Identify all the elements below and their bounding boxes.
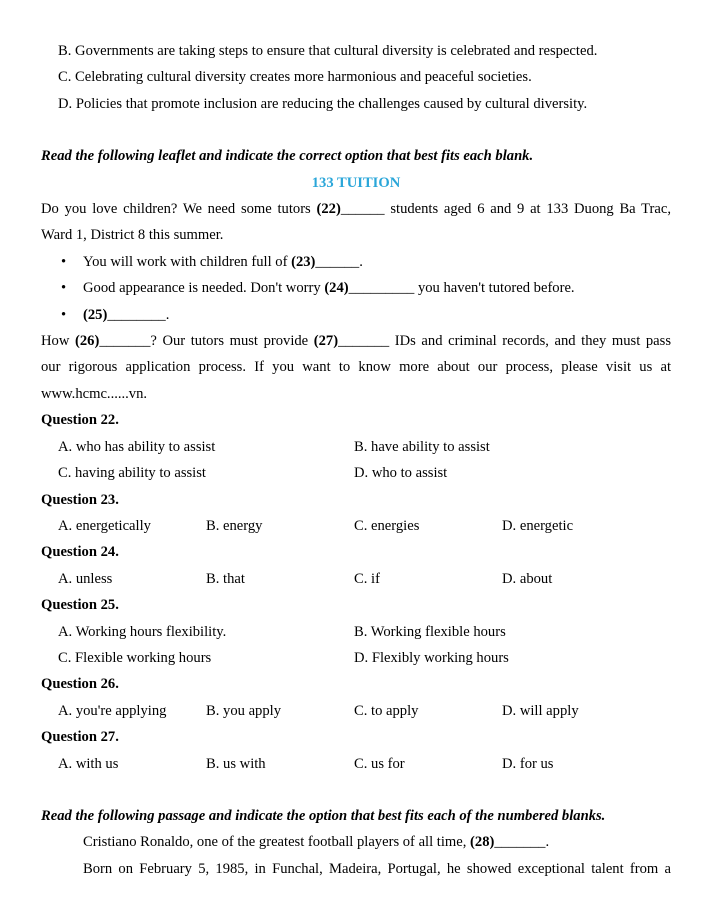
question-22-option-a[interactable]: A. who has ability to assist <box>58 438 216 455</box>
question-24-option-d[interactable]: D. about <box>502 570 553 587</box>
text: You will work with children full of <box>83 253 292 270</box>
leaflet-bullets <box>41 249 671 328</box>
passage-line-2: Born on February 5, 1985, in Funchal, Madeira, Portugal, he showed exceptional talent from a <box>83 860 671 877</box>
question-25-option-d[interactable]: D. Flexibly working hours <box>354 649 509 666</box>
question-26-option-d[interactable]: D. will apply <box>502 702 579 719</box>
text: How <box>41 333 75 350</box>
leaflet-paragraph-2-line-2: our rigorous application process. If you want to know more about our process, please visit us at <box>41 359 671 376</box>
bullet-item <box>41 302 671 328</box>
leaflet-title: 133 TUITION <box>311 174 401 191</box>
question-24-option-a[interactable]: A. unless <box>58 570 113 587</box>
question-25-option-c[interactable]: C. Flexible working hours <box>58 649 212 666</box>
question-27-label: Question 27. <box>41 729 119 746</box>
question-26-options <box>41 698 671 724</box>
option-c[interactable]: C. Celebrating cultural diversity creates more harmonious and peaceful societies. <box>58 69 532 86</box>
text: _________ you haven't tutored before. <box>348 280 575 297</box>
question-27-option-b[interactable]: B. us with <box>206 755 266 772</box>
leaflet-paragraph-1 <box>41 196 671 222</box>
question-24-label: Question 24. <box>41 544 119 561</box>
passage-line-1 <box>41 829 671 855</box>
blank-24-number: (24) <box>324 280 349 297</box>
blank-27-number: (27) <box>313 333 339 350</box>
question-23-label: Question 23. <box>41 491 119 508</box>
question-23-options <box>41 513 671 539</box>
question-26-option-a[interactable]: A. you're applying <box>58 702 167 719</box>
text: _______? Our tutors must provide <box>99 333 314 350</box>
question-23-option-d[interactable]: D. energetic <box>502 517 574 534</box>
question-26-label: Question 26. <box>41 676 119 693</box>
leaflet-paragraph-2-line-3: www.hcmc......vn. <box>41 385 148 402</box>
question-22-options-row-2 <box>41 460 671 486</box>
document-page <box>41 38 671 882</box>
leaflet-paragraph-2 <box>41 328 671 354</box>
question-22-label: Question 22. <box>41 412 119 429</box>
question-23-option-c[interactable]: C. energies <box>354 517 420 534</box>
text: Cristiano Ronaldo, one of the greatest football players of all time, <box>83 834 471 851</box>
option-d[interactable]: D. Policies that promote inclusion are reducing the challenges caused by cultural diversity. <box>58 95 588 112</box>
question-26-option-b[interactable]: B. you apply <box>206 702 281 719</box>
leaflet-paragraph-1-cont: Ward 1, District 8 this summer. <box>41 227 224 244</box>
text: ______. <box>315 253 363 270</box>
question-26-option-c[interactable]: C. to apply <box>354 702 419 719</box>
question-25-label: Question 25. <box>41 597 119 614</box>
passage-instruction: Read the following passage and indicate the option that best fits each of the numbered blanks. <box>41 807 606 824</box>
question-27-option-c[interactable]: C. us for <box>354 755 405 772</box>
question-25-options-row-2 <box>41 645 671 671</box>
text: _______ IDs and criminal records, and they must pass <box>338 333 671 350</box>
bullet-icon: • <box>61 306 67 323</box>
question-22-options-row-1 <box>41 434 671 460</box>
question-27-option-d[interactable]: D. for us <box>502 755 554 772</box>
question-23-option-b[interactable]: B. energy <box>206 517 263 534</box>
text: Do you love children? We need some tutors <box>41 201 317 218</box>
bullet-item <box>41 275 671 301</box>
question-24-option-b[interactable]: B. that <box>206 570 245 587</box>
text: Good appearance is needed. Don't worry <box>83 280 325 297</box>
question-22-option-b[interactable]: B. have ability to assist <box>354 438 490 455</box>
question-25-options-row-1 <box>41 619 671 645</box>
blank-25-number: (25) <box>83 306 108 323</box>
text: ________. <box>107 306 170 323</box>
previous-question-options <box>41 38 671 117</box>
question-25-option-a[interactable]: A. Working hours flexibility. <box>58 623 227 640</box>
bullet-icon: • <box>61 253 67 270</box>
bullet-icon: • <box>61 280 67 297</box>
text: ______ students aged 6 and 9 at 133 Duong Ba Trac, <box>340 201 671 218</box>
question-22-option-d[interactable]: D. who to assist <box>354 465 448 482</box>
bullet-item <box>41 249 671 275</box>
question-23-option-a[interactable]: A. energetically <box>58 517 151 534</box>
question-24-option-c[interactable]: C. if <box>354 570 380 587</box>
question-22-option-c[interactable]: C. having ability to assist <box>58 465 206 482</box>
blank-28-number: (28) <box>470 834 495 851</box>
blank-26-number: (26) <box>74 333 100 350</box>
question-27-options <box>41 751 671 777</box>
question-27-option-a[interactable]: A. with us <box>58 755 119 772</box>
leaflet-instruction: Read the following leaflet and indicate the correct option that best fits each blank. <box>41 148 534 165</box>
question-24-options <box>41 566 671 592</box>
question-25-option-b[interactable]: B. Working flexible hours <box>354 623 506 640</box>
blank-23-number: (23) <box>291 253 316 270</box>
text: _______. <box>494 834 550 851</box>
blank-22-number: (22) <box>316 201 341 218</box>
option-b[interactable]: B. Governments are taking steps to ensure that cultural diversity is celebrated and respected. <box>58 43 598 59</box>
